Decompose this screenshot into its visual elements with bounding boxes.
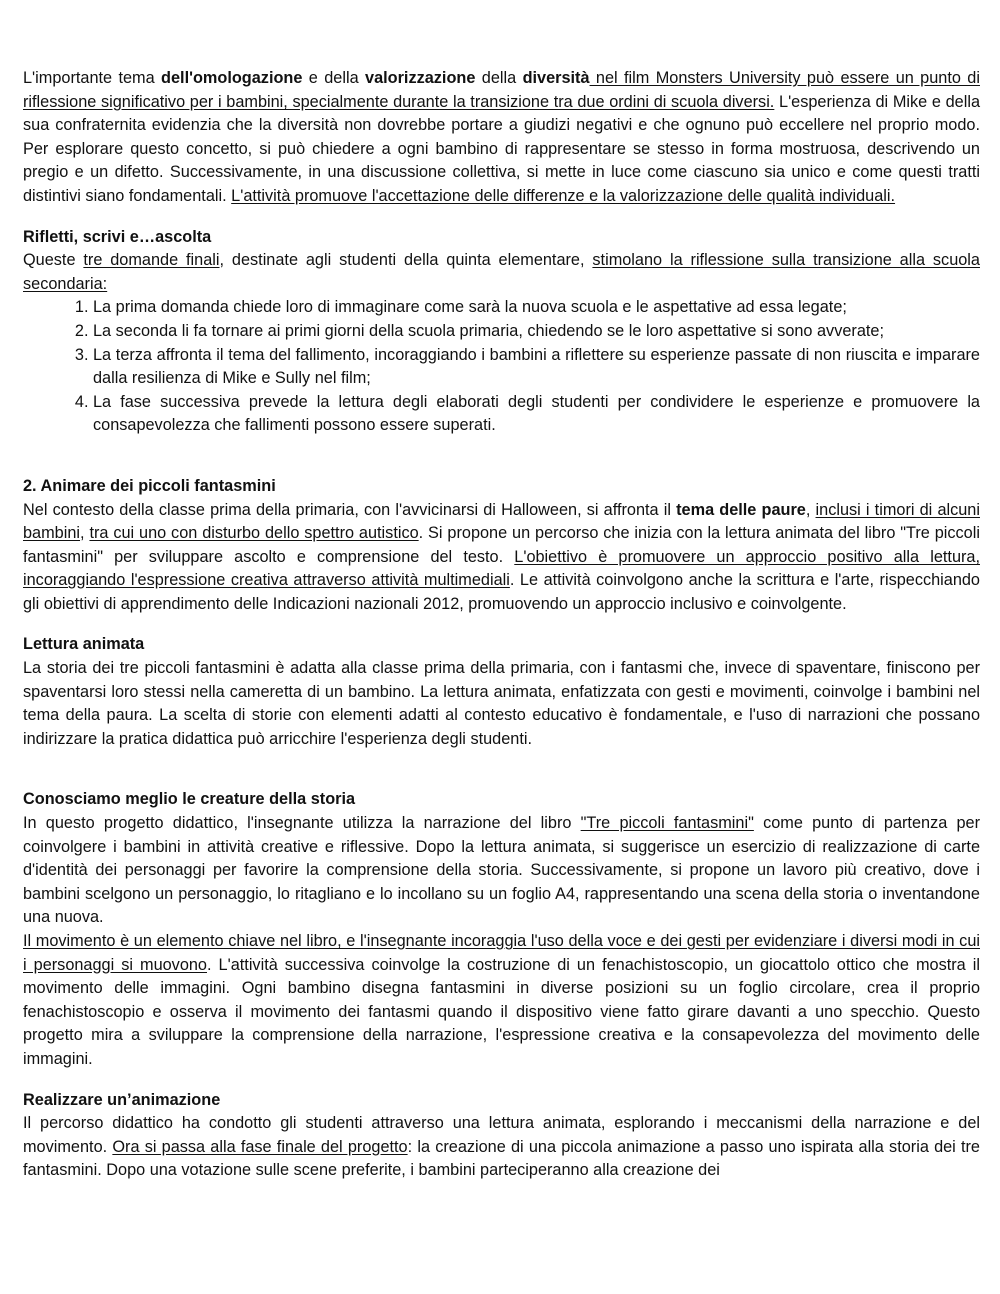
rifletti-underlined-1: tre domande finali (83, 251, 220, 270)
section2-text-5: . Le attività coinvolgono anche la scrittura e l'arte, rispecchiando gli obiettivi di apprendimento delle Indicazioni nazionali 2012, promuovendo un approccio inclusivo e coinvolgente. (23, 571, 980, 613)
intro-text-3: della (475, 69, 523, 87)
conosciamo-underlined-title: "Tre piccoli fantasmini" (580, 814, 754, 833)
rifletti-text-2: , destinate agli studenti della quinta elementare, (219, 251, 593, 270)
rifletti-paragraph (23, 249, 980, 296)
section2-underlined-2: tra cui uno con disturbo dello spettro autistico (89, 524, 419, 543)
intro-text-1: L'importante tema (23, 69, 162, 87)
animazione-underlined-1: Ora si passa alla fase finale del progetto (112, 1137, 408, 1156)
intro-text-5: L'esperienza di Mike e della sua confraternita evidenzia che la diversità non dovrebbe portare a giudizi negativi e che ognuno può eccellere nel proprio modo. Per esplorare questo concetto, si può chiedere a ogni bambino di rappresentare se stesso in forma mostruosa, descrivendo un pregio e un difetto. Successivamente, in una discussione collettiva, si mette in luce come ciascuno sia unico e come questi tratti distintivi siano fondamentali. (23, 92, 980, 205)
rifletti-underlined-2: stimolano la riflessione sulla transizione alla scuola secondaria: (23, 251, 980, 293)
conosciamo-text-2: come punto di partenza per coinvolgere i bambini in attività creative e riflessive. Dopo la lettura animata, si suggerisce un esercizio di realizzazione di carte d'identità dei personaggi per favorire la comprensione della storia. Successivamente, si propone un lavoro più creativo, dove i bambini scelgono un personaggio, lo ritagliano e lo incollano su un foglio A4, rappresentando una scena della storia o inventandone una nuova. (23, 814, 980, 927)
section2-bold-paure: tema delle paure (676, 500, 806, 519)
intro-underlined-1: nel film Monsters University può essere un punto di riflessione significativo per i bambini, specialmente durante la transizione tra due ordini di scuola diversi. (23, 69, 980, 111)
conosciamo-paragraph-1 (23, 812, 980, 930)
section2-text-4: . Si propone un percorso che inizia con la lettura animata del libro "Tre piccoli fantasmini" per sviluppare ascolto e comprensione del testo. (23, 524, 980, 566)
list-item: 4. La fase successiva prevede la lettura degli elaborati degli studenti per condividere le esperienze e promuovere la consapevolezza che fallimenti possono essere superati. (93, 391, 980, 438)
section2-text-1: Nel contesto della classe prima della primaria, con l'avvicinarsi di Halloween, si affronta il (23, 500, 677, 519)
animazione-paragraph (23, 1112, 980, 1183)
section2-underlined-1: inclusi i timori di alcuni bambini (23, 500, 980, 543)
conosciamo-text-1: In questo progetto didattico, l'insegnante utilizza la narrazione del libro (23, 814, 581, 833)
intro-bold-diversita: diversità (522, 69, 590, 87)
lettura-paragraph: La storia dei tre piccoli fantasmini è adatta alla classe prima della primaria, con i fantasmi che, invece di spaventare, finiscono per spaventarsi loro stessi nella cameretta di un bambino. La lettura animata, enfatizzata con gesti e movimenti, coinvolge i bambini nel tema della paura. La scelta di storie con elementi adatti al contesto educativo è fondamentale, e l'uso di narrazioni che possano indirizzare la pratica didattica può arricchire l'esperienza degli studenti. (23, 659, 980, 748)
rifletti-heading: Rifletti, scrivi e…ascolta (23, 227, 212, 246)
intro-text-2: e della (302, 69, 366, 87)
intro-underlined-2: L'attività promuove l'accettazione delle differenze e la valorizzazione delle qualità individuali. (231, 186, 896, 205)
conosciamo-paragraph-2 (23, 930, 980, 1072)
section2-text-2: , (805, 500, 816, 519)
rifletti-text-1: Queste (23, 251, 84, 270)
section2-underlined-3: L'obiettivo è promuovere un approccio positivo alla lettura, incoraggiando l'espressione creativa attraverso attività multimediali (23, 547, 980, 590)
section2-paragraph (23, 499, 980, 617)
list-item: 1. La prima domanda chiede loro di immaginare come sarà la nuova scuola e le aspettative ad essa legate; (93, 296, 980, 320)
section2-heading: 2. Animare dei piccoli fantasmini (23, 476, 276, 495)
lettura-heading: Lettura animata (23, 635, 145, 654)
intro-bold-valorizzazione: valorizzazione (365, 69, 476, 87)
intro-paragraph (23, 67, 980, 209)
conosciamo-heading: Conosciamo meglio le creature della storia (23, 790, 356, 809)
questions-list (23, 296, 980, 438)
list-item: 2. La seconda li fa tornare ai primi giorni della scuola primaria, chiedendo se le loro aspettative si sono avverate; (93, 320, 980, 344)
conosciamo-underlined-2: Il movimento è un elemento chiave nel libro, e l'insegnante incoraggia l'uso della voce e dei gesti per evidenziare i diversi modi in cui i personaggi si muovono (23, 932, 980, 974)
intro-bold-omologazione: dell'omologazione (161, 69, 303, 87)
list-item: 3. La terza affronta il tema del fallimento, incoraggiando i bambini a riflettere su esperienze passate di non riuscita e imparare dalla resilienza di Mike e Sully nel film; (93, 344, 980, 391)
animazione-text-2: : la creazione di una piccola animazione a passo uno ispirata alla storia dei tre fantasmini. Dopo una votazione sulle scene preferite, i bambini parteciperanno alla creazione dei (23, 1137, 980, 1180)
animazione-heading: Realizzare un’animazione (23, 1090, 221, 1109)
conosciamo-text-3: . L'attività successiva coinvolge la costruzione di un fenachistoscopio, un giocattolo ottico che mostra il movimento delle immagini. Ogni bambino disegna fantasmini in diverse posizioni su un foglio circolare, crea il proprio fenachistoscopio e osserva il movimento dei fantasmi quando il dispositivo viene fatto girare davanti a uno specchio. Questo progetto mira a sviluppare la comprensione della narrazione, l'espressione creativa e la consapevolezza del movimento delle immagini. (23, 955, 980, 1068)
section2-text-3: , (80, 524, 90, 543)
animazione-text-1: Il percorso didattico ha condotto gli studenti attraverso una lettura animata, esplorando i meccanismi della narrazione e del movimento. (23, 1114, 980, 1156)
